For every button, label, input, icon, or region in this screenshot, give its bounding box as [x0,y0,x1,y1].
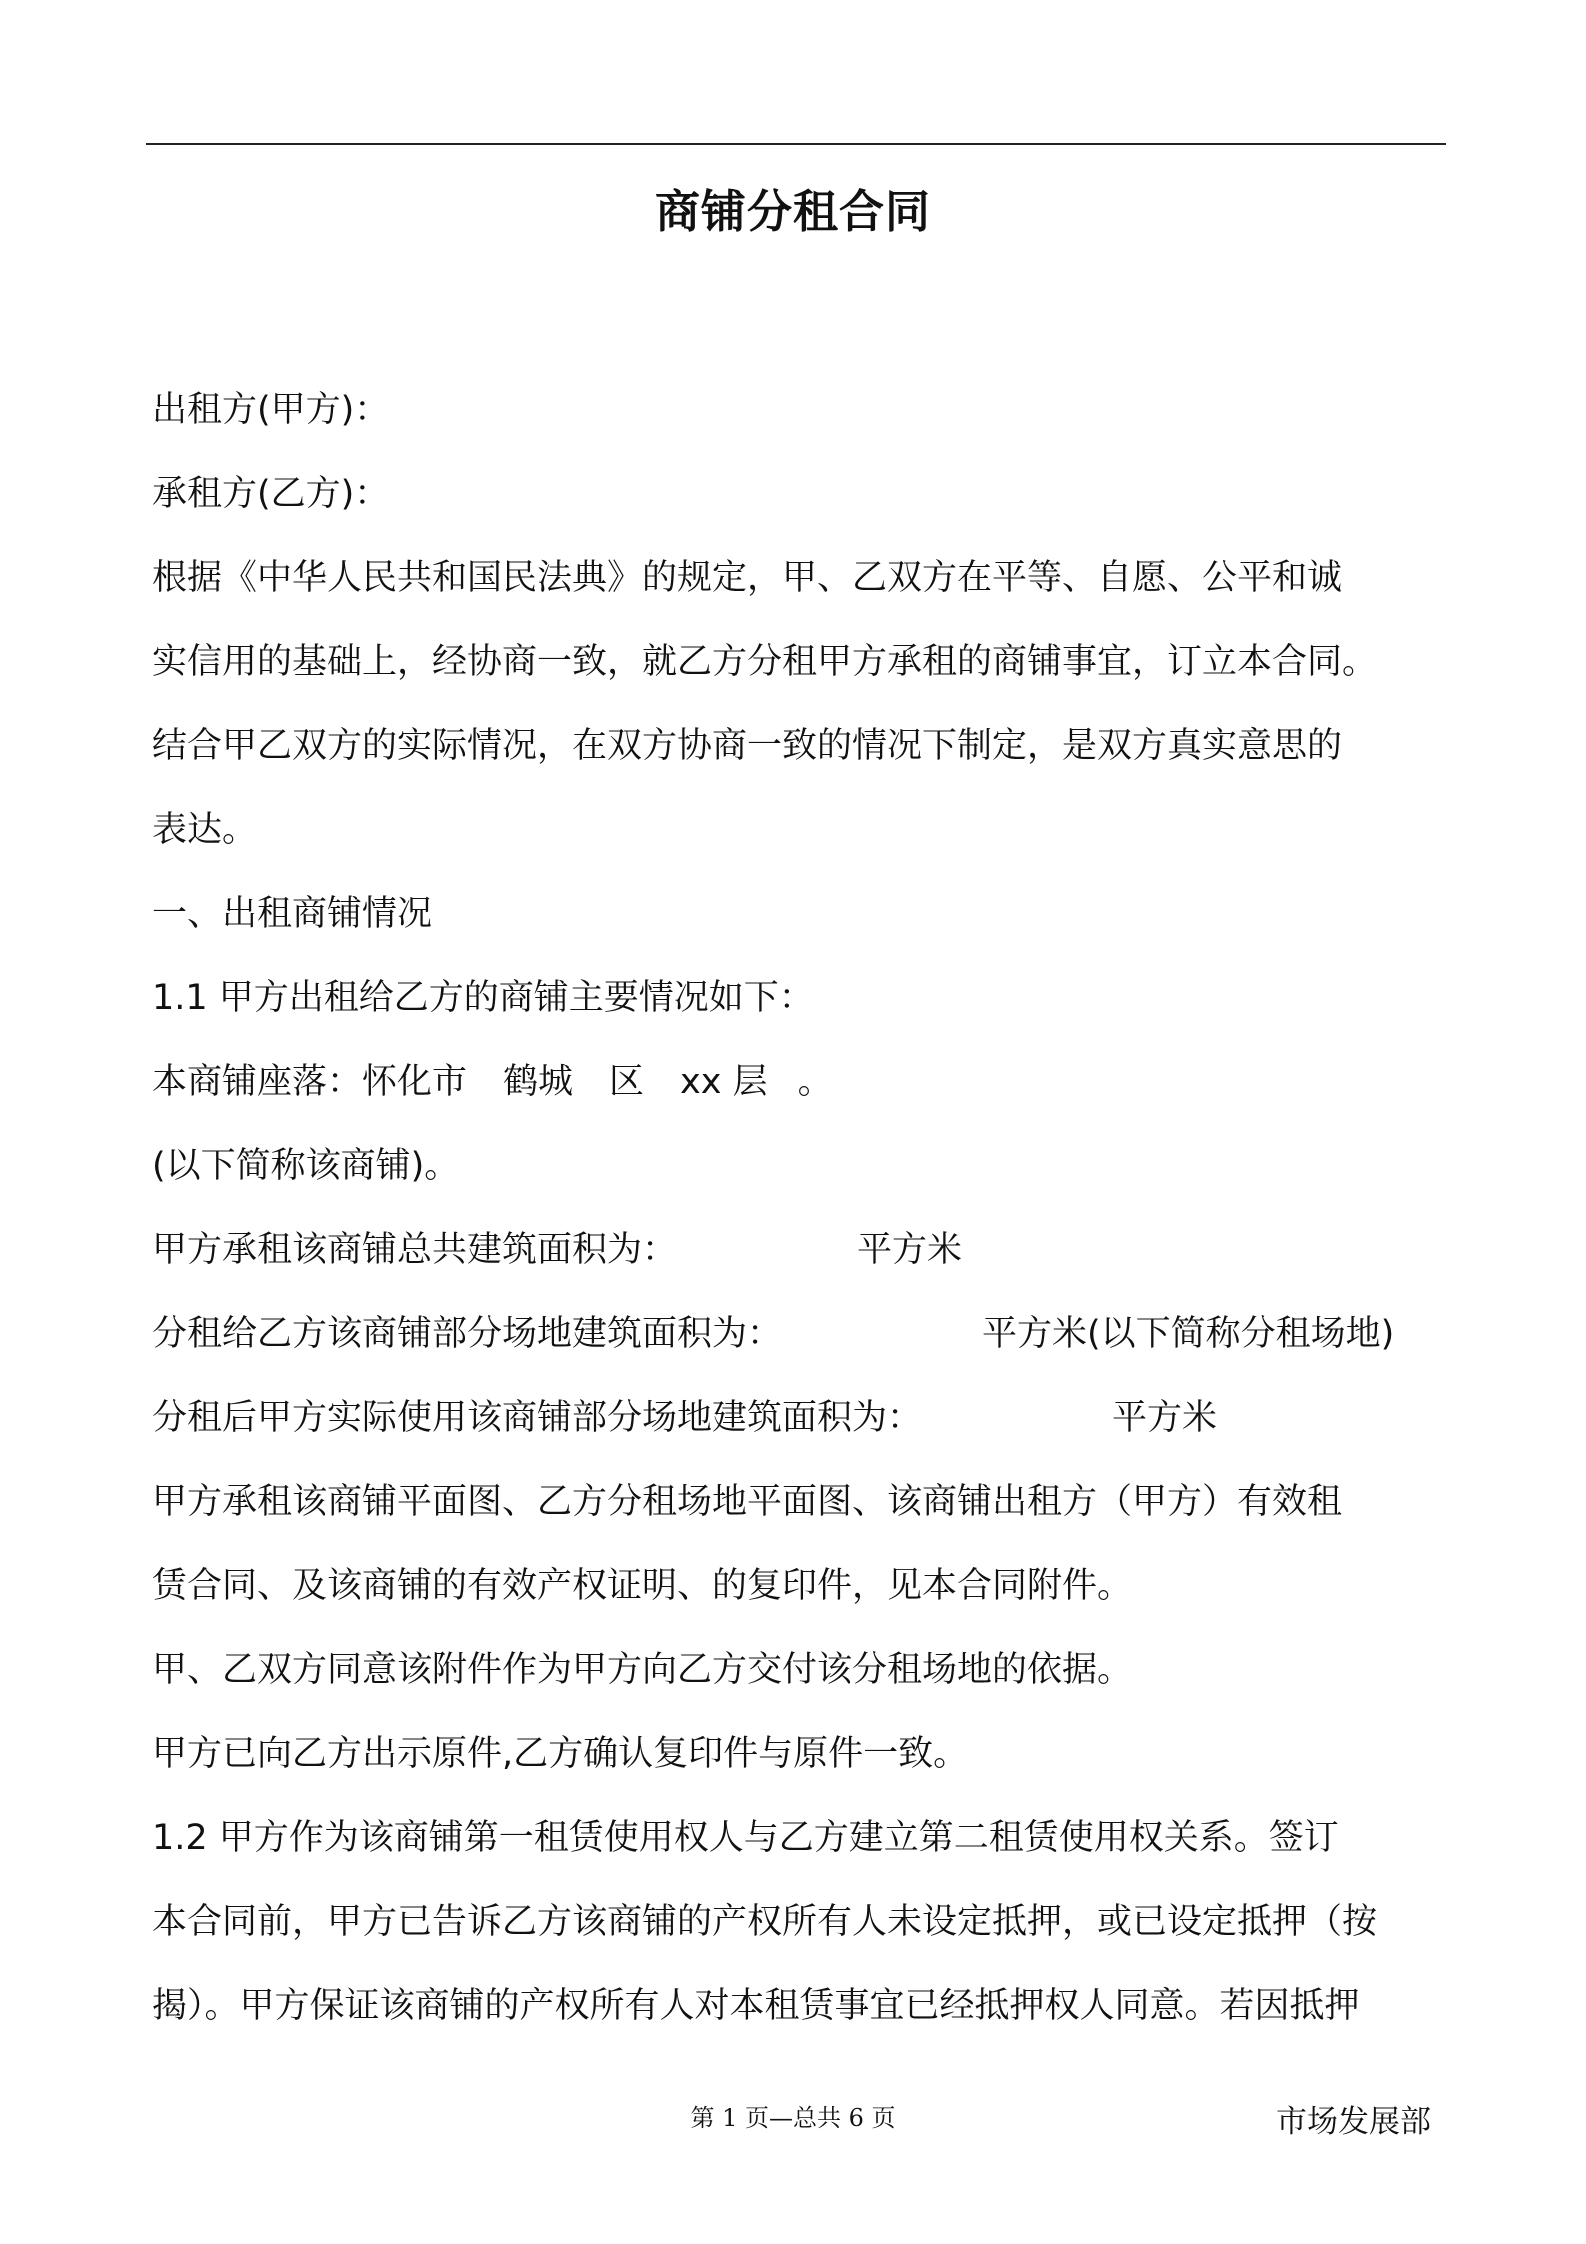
location-district-unit: 区 [609,1062,645,1102]
area-label: 分租后甲方实际使用该商铺部分场地建筑面积为： [152,1398,923,1438]
area-label: 甲方承租该商铺总共建筑面积为： [152,1230,678,1270]
area-unit: 平方米(以下简称分租场地) [982,1314,1395,1354]
header-rule [146,143,1446,145]
document-body [152,368,1462,2048]
department-label: 市场发展部 [1276,2104,1431,2140]
section-heading: 一、出租商铺情况 [152,894,433,934]
lessee-line: 承租方(乙方)： [152,474,390,514]
preamble-line: 表达。 [152,810,258,850]
location-line [152,1040,1462,1124]
attachments-line: 赁合同、及该商铺的有效产权证明、的复印件，见本合同附件。 [152,1566,1133,1606]
attachments-line: 甲方承租该商铺平面图、乙方分租场地平面图、该商铺出租方（甲方）有效租 [152,1482,1343,1522]
area-unit: 平方米 [1112,1398,1218,1438]
abbrev-line: (以下简称该商铺)。 [152,1146,460,1186]
preamble-line: 实信用的基础上，经协商一致，就乙方分租甲方承租的商铺事宜，订立本合同。 [152,642,1378,682]
clause-1-2-line: 揭）。甲方保证该商铺的产权所有人对本租赁事宜已经抵押权人同意。若因抵押 [152,1986,1360,2026]
preamble-line: 结合甲乙双方的实际情况，在双方协商一致的情况下制定，是双方真实意思的 [152,726,1343,766]
preamble-line: 根据《中华人民共和国民法典》的规定，甲、乙双方在平等、自愿、公平和诚 [152,558,1343,598]
original-shown-line: 甲方已向乙方出示原件,乙方确认复印件与原件一致。 [152,1734,969,1774]
area-unit: 平方米 [857,1230,963,1270]
location-label: 本商铺座落：怀化市 [152,1062,468,1102]
location-end: 。 [797,1062,833,1102]
document-title: 商铺分租合同 [654,185,931,238]
clause-1-1: 1.1 甲方出租给乙方的商铺主要情况如下： [152,978,814,1018]
lessor-line: 出租方(甲方)： [152,390,390,430]
area-line-sublet [152,1292,1462,1376]
area-line-total [152,1208,1462,1292]
location-district: 鹤城 [503,1062,574,1102]
basis-line: 甲、乙双方同意该附件作为甲方向乙方交付该分租场地的依据。 [152,1650,1133,1690]
clause-1-2-line: 本合同前，甲方已告诉乙方该商铺的产权所有人未设定抵押，或已设定抵押（按 [152,1902,1378,1942]
area-line-remaining [152,1376,1462,1460]
location-floor: xx 层 [680,1062,768,1102]
area-label: 分租给乙方该商铺部分场地建筑面积为： [152,1314,783,1354]
clause-1-2-line: 1.2 甲方作为该商铺第一租赁使用权人与乙方建立第二租赁使用权关系。签订 [152,1818,1339,1858]
page-indicator: 第 1 页—总共 6 页 [690,2104,896,2132]
